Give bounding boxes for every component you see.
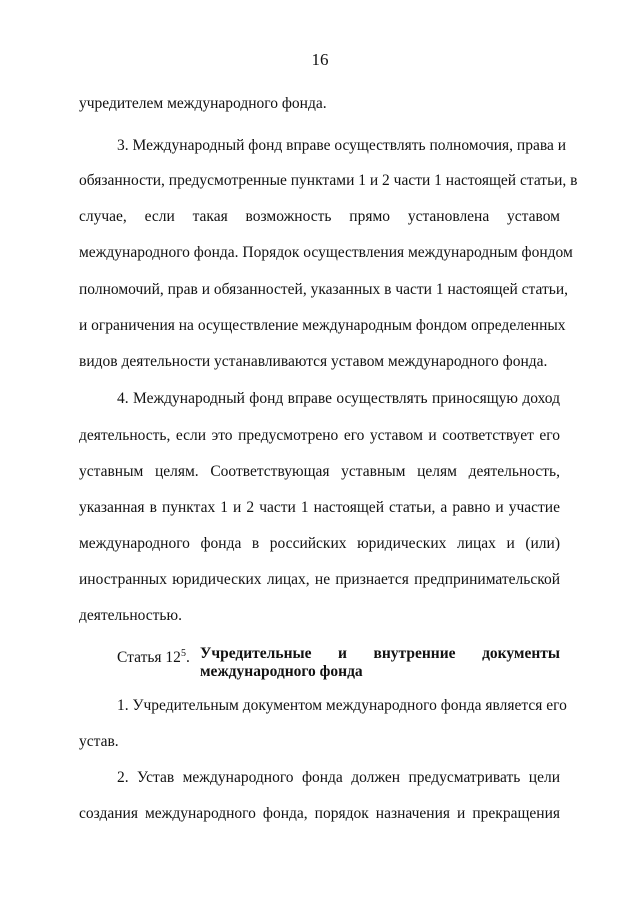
text-line: указанная в пунктах 1 и 2 части 1 настоящей статьи, а равно и участие — [79, 499, 560, 516]
text-line: полномочий, прав и обязанностей, указанных в части 1 настоящей статьи, — [79, 281, 568, 298]
text-line: уставным целям. Соответствующая уставным целям деятельность, — [79, 463, 560, 480]
text-line: устав. — [79, 733, 119, 750]
text-line: деятельностью. — [79, 607, 182, 624]
text-line: 2. Устав международного фонда должен предусматривать цели — [117, 769, 560, 786]
text-line: учредителем международного фонда. — [79, 95, 327, 112]
text-line: 3. Международный фонд вправе осуществлять полномочия, права и — [117, 137, 567, 154]
text-line: создания международного фонда, порядок назначения и прекращения — [79, 805, 560, 822]
text-line: международного фонда. Порядок осуществления международным фондом — [79, 244, 573, 261]
article-title-continued: международного фонда — [200, 663, 363, 680]
text-line: случае, если такая возможность прямо установлена уставом — [79, 208, 560, 225]
article-number: Статья $12^5$. — [117, 648, 190, 666]
text-line: обязанности, предусмотренные пунктами 1 и 2 части 1 настоящей статьи, в — [79, 172, 578, 189]
text-line: иностранных юридических лицах, не признается предпринимательской — [79, 571, 560, 588]
text-line: международного фонда в российских юридических лицах и (или) — [79, 535, 560, 552]
page-number: 16 — [311, 50, 329, 69]
text-line: деятельность, если это предусмотрено его уставом и соответствует его — [79, 427, 560, 444]
text-line: 4. Международный фонд вправе осуществлять приносящую доход — [117, 390, 560, 407]
text-line: и ограничения на осуществление международным фондом определенных — [79, 317, 566, 334]
text-line: видов деятельности устанавливаются уставом международного фонда. — [79, 353, 548, 370]
text-line: 1. Учредительным документом международного фонда является его — [117, 697, 567, 714]
article-title: Учредительные и внутренние документы — [200, 645, 560, 662]
